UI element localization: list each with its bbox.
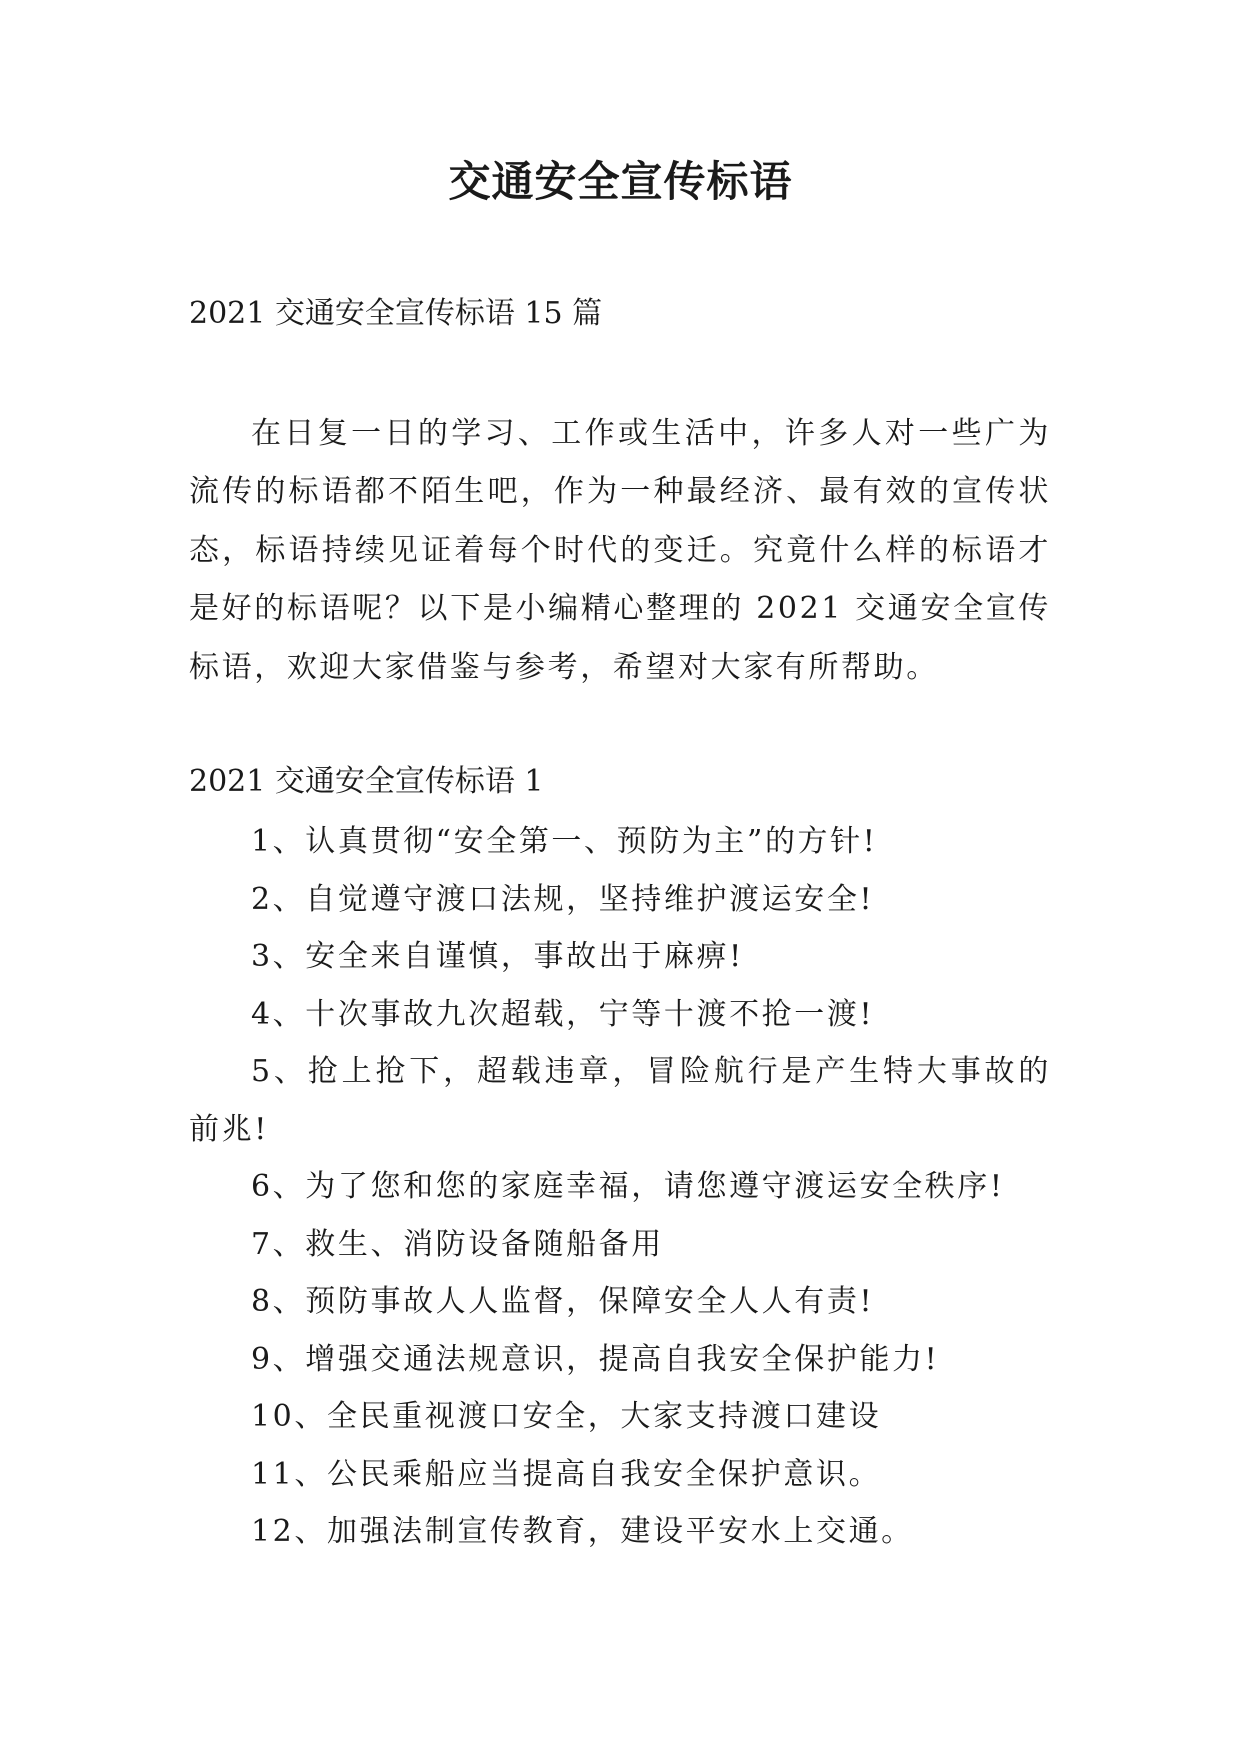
- slogan-item: 11、公民乘船应当提高自我安全保护意识。: [251, 1456, 882, 1492]
- slogan-item: 2、自觉遵守渡口法规，坚持维护渡运安全!: [251, 881, 875, 917]
- slogan-item: 10、全民重视渡口安全，大家支持渡口建设: [251, 1399, 882, 1434]
- slogan-item: 7、救生、消防设备随船备用: [251, 1226, 664, 1262]
- document-title: 交通安全宣传标语: [448, 157, 793, 206]
- slogan-item: 1、认真贯彻“安全第一、预防为主”的方针!: [251, 824, 878, 859]
- slogan-item: 12、加强法制宣传教育，建设平安水上交通。: [251, 1514, 914, 1549]
- slogan-item: 6、为了您和您的家庭幸福，请您遵守渡运安全秩序!: [251, 1169, 1005, 1204]
- slogan-item: 4、十次事故九次超载，宁等十渡不抢一渡!: [251, 996, 875, 1032]
- section-heading: 2021 交通安全宣传标语 1: [189, 764, 544, 799]
- slogan-item: 5、抢上抢下，超载违章，冒险航行是产生特大事故的前兆!: [189, 1054, 1051, 1147]
- document-subtitle: 2021 交通安全宣传标语 15 篇: [189, 296, 603, 331]
- intro-paragraph: 在日复一日的学习、工作或生活中，许多人对一些广为流传的标语都不陌生吧，作为一种最经济、最有效的宣传状态，标语持续见证着每个时代的变迁。究竟什么样的标语才是好的标语呢？以下是小编精心整理的 2021 交通安全宣传标语，欢迎大家借鉴与参考，希望对大家有所帮助。: [189, 416, 1051, 685]
- slogan-item: 8、预防事故人人监督，保障安全人人有责!: [251, 1284, 875, 1319]
- slogan-list: [189, 813, 1051, 1561]
- slogan-item: 9、增强交通法规意识，提高自我安全保护能力!: [251, 1341, 940, 1377]
- slogan-item: 3、安全来自谨慎，事故出于麻痹!: [251, 939, 744, 974]
